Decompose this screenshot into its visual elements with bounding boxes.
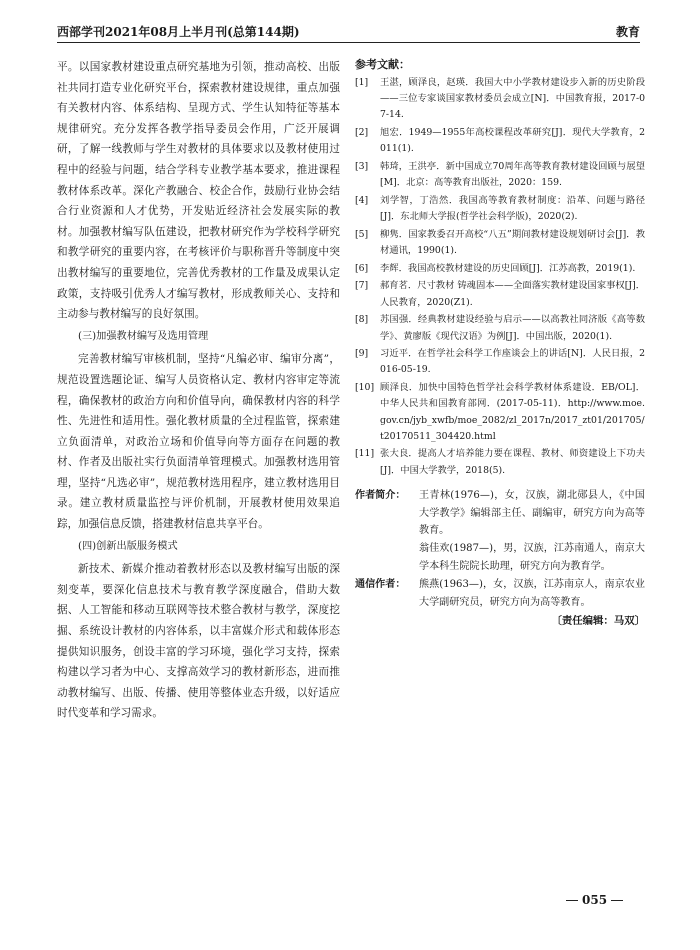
reference-text: 张大良．提高人才培养能力要在课程、教材、师资建设上下功夫[J]．中国大学教学，2018(5). (380, 448, 645, 476)
reference-number: [7] (355, 280, 369, 292)
reference-item (355, 312, 645, 344)
reference-text: 王湛，顾泽良，赵瑛．我国大中小学教材建设步入新的历史阶段——三位专家谈国家教材委员会成立[N]．中国教育报，2017-07-14. (380, 77, 645, 121)
reference-item (355, 159, 645, 191)
subsection-heading: (三)加强教材编写及选用管理 (78, 330, 209, 342)
responsible-editor: 〔责任编辑：马双〕 (551, 615, 645, 628)
corresponding-author-text: 熊燕(1963—)，女，汉族，江苏南京人，南京农业大学副研究员，研究方向为高等教育。 (419, 578, 645, 608)
author-intro-label: 作者简介： (355, 489, 406, 501)
body-paragraph: 平。以国家教材建设重点研究基地为引领，推动高校、出版社共同打造专业化研究平台，探索教材建设规律，重点加强有关教材内容、体系结构、呈现方式、学生认知特征等基本规律研究。充分发挥各教学指导委员会作用，广泛开展调研，了解一线教师与学生对教材的具体要求以及教材使用过程中的经验与问题，结合学科专业教学基本要求，推进课程教材体系改革。深化产教融合、校企合作，鼓励行业协会结合行业资源和人才优势，开发贴近经济社会发展实际的教材。加强教材编写队伍建设，把教材研究作为学校科学研究和教学研究的重要内容，在考核评价与职称晋升等制度中突出教材编写的重要地位，完善优秀教材的工作量及成果认定政策，支持吸引优秀人才编写教材，形成教师关心、支持和主动参与教材编写的良好氛围。 (57, 61, 340, 321)
reference-item (355, 278, 645, 310)
reference-list (355, 75, 645, 479)
reference-item (355, 75, 645, 124)
reference-number: [4] (355, 194, 369, 206)
reference-item (355, 346, 645, 378)
reference-item (355, 193, 645, 225)
reference-number: [9] (355, 348, 369, 360)
reference-item (355, 261, 645, 277)
reference-number: [5] (355, 228, 369, 240)
left-column (57, 57, 340, 726)
section-name: 教育 (615, 25, 640, 39)
reference-text: 柳隽．国家教委召开高校“八五”期间教材建设规划研讨会[J]．教材通讯，1990(1). (380, 228, 645, 257)
references-title: 参考文献： (355, 58, 410, 71)
running-header (57, 20, 640, 43)
reference-text: 顾泽良．加快中国特色哲学社会科学教材体系建设．EB/OL]．中华人民共和国教育部网．(2017-05-11)．http://www.moe.gov.cn/jyb_xwfb/moe_2082/zl_2017n/2017_zt01/201705/t20170511_304420.html (380, 382, 645, 442)
reference-item (355, 446, 645, 478)
author-intro-text: 王青林(1976—)，女，汉族，湖北郧县人，《中国大学教学》编辑部主任、副编审，研究方向为高等教育。 (419, 489, 645, 537)
footer-dash (566, 900, 578, 901)
reference-number: [11] (355, 448, 375, 460)
author-info (355, 487, 645, 631)
body-paragraph: 新技术、新媒介推动着教材形态以及教材编写出版的深刻变革，要深化信息技术与教育教学深度融合，借助大数据、人工智能和移动互联网等技术整合教材与教学，深度挖掘、系统设计教材的内容体系，以丰富媒介形式和载体形态提供知识服务，创设丰富的学习环境，强化学习支持，探索构建以学习者为中心、支撑高效学习的教材新形态，进而推动教材编写、出版、传播、使用等整体业态升级，以好适应时代变革和学习需求。 (57, 563, 340, 720)
right-column (355, 57, 645, 631)
footer-dash (611, 900, 623, 901)
corresponding-author-label: 通信作者： (355, 578, 406, 590)
reference-text: 李辉．我国高校教材建设的历史回顾[J]．江苏高教，2019(1). (380, 262, 636, 274)
reference-item (355, 380, 645, 445)
reference-number: [10] (355, 382, 375, 394)
reference-number: [6] (355, 262, 369, 274)
reference-text: 郝育茗．尺寸教材 铸魂固本——全面落实教材建设国家事权[J]．人民教育，2020(Z1). (380, 280, 645, 308)
corresponding-author-row (355, 576, 645, 612)
reference-number: [2] (355, 127, 369, 139)
reference-number: [1] (355, 77, 369, 88)
body-paragraph: 完善教材编写审核机制，坚持“凡编必审、编审分离”，规范设置选题论证、编写人员资格认定、教材内容审定等流程，确保教材的政治方向和价值导向，确保教材内容的科学性、先进性和适用性。强化教材质量的全过程监管，探索建立负面清单，对政治立场和价值导向等方面存在问题的教材、作者及出版社实行负面清单管理模式。加强教材选用管理，坚持“凡选必审”，规范教材选用程序，建立教材选用目录。建立教材质量监控与评价机制，开展教材使用效果追踪，加强信息反馈，搭建教材信息共享平台。 (57, 353, 340, 531)
reference-text: 刘学智，丁浩然．我国高等教育教材制度：沿革、问题与路径[J]．东北师大学报(哲学社会科学版)，2020(2). (380, 194, 645, 223)
reference-item (355, 125, 645, 157)
reference-number: [8] (355, 314, 369, 326)
author-intro-row (355, 487, 645, 540)
subsection-heading: (四)创新出版服务模式 (78, 540, 178, 552)
reference-text: 旭宏．1949—1955年高校课程改革研究[J]．现代大学教育，2011(1). (380, 127, 645, 155)
page-number: 055 (582, 893, 608, 907)
reference-number: [3] (355, 161, 369, 173)
reference-text: 苏国强．经典教材建设经验与启示——以高教社同济版《高等数学》、黄廖版《现代汉语》为例[J]．中国出版，2020(1). (380, 314, 645, 342)
reference-item (355, 227, 645, 259)
journal-name: 西部学刊2021年08月上半月刊(总第144期) (57, 25, 300, 39)
reference-text: 韩琦，王洪亭．新中国成立70周年高等教育教材建设回顾与展望[M]．北京：高等教育出版社，2020：159. (380, 161, 645, 189)
page-footer (566, 893, 646, 907)
reference-text: 习近平．在哲学社会科学工作座谈会上的讲话[N]．人民日报，2016-05-19. (380, 348, 645, 376)
author-intro-text: 翁佳欢(1987—)，男，汉族，江苏南通人，南京大学本科生院院长助理，研究方向为教育学。 (419, 543, 645, 573)
